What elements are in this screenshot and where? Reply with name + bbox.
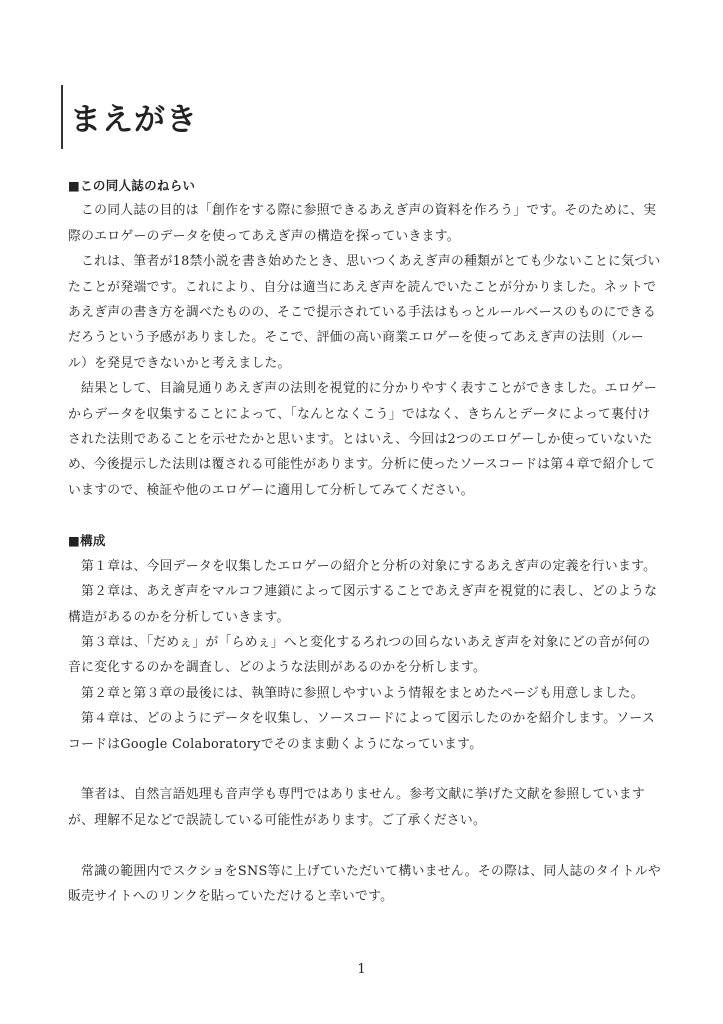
- page-number: 1: [357, 962, 366, 977]
- paragraph-line: 結果として、目論見通りあえぎ声の法則を視覚的に分かりやすく表すことができました。エロゲー: [81, 381, 658, 397]
- note-line: 常識の範囲内でスクショをSNS等に上げていただいて構いません。その際は、同人誌のタイトルや: [81, 863, 661, 879]
- paragraph-line: め、今後提示した法則は覆される可能性があります。分析に使ったソースコードは第４章で紹介して: [68, 457, 656, 473]
- paragraph-line: 第３章は、「だめぇ」が「らめぇ」へと変化するろれつの回らないあえぎ声を対象にどの音が何の: [81, 635, 651, 651]
- paragraph-line: いますので、検証や他のエロゲーに適用して分析してみてください。: [68, 482, 474, 498]
- paragraph-line: 第１章は、今回データを収集したエロゲーの紹介と分析の対象にするあえぎ声の定義を行います。: [81, 558, 657, 574]
- page-body: [68, 173, 668, 909]
- paragraph-line: からデータを収集することによって、「なんとなくこう」ではなく、きちんとデータによって裏付け: [68, 406, 651, 422]
- paragraph-line: 構造があるのかを分析していきます。: [68, 609, 290, 625]
- paragraph-line: たことが発端です。これにより、自分は適当にあえぎ声を読んでいたことが分かりました。ネットで: [68, 279, 657, 295]
- title-accent-bar: [61, 85, 63, 149]
- page-title: まえがき: [70, 102, 198, 138]
- blank-line: [68, 757, 668, 782]
- paragraph-line: だろうという予感がありました。そこで、評価の高い商業エロゲーを使ってあえぎ声の法則（ルー: [68, 330, 645, 346]
- section-heading-structure: ■構成: [68, 533, 106, 549]
- paragraph-line: された法則であることを示せたかと思います。とはいえ、今回は2つのエロゲーしか使っていないた: [68, 431, 653, 447]
- note-line: 販売サイトへのリンクを貼っていただけると幸いです。: [68, 888, 394, 904]
- paragraph-line: これは、筆者が18禁小説を書き始めたとき、思いつくあえぎ声の種類がとても少ないことに気づい: [81, 254, 661, 270]
- paragraph-line: ル）を発見できないかと考えました。: [68, 355, 291, 371]
- note-line: 筆者は、自然言語処理も音声学も専門ではありません。参考文献に挙げた文献を参照しています: [81, 787, 645, 803]
- section-heading-aim: ■この同人誌のねらい: [68, 178, 196, 193]
- paragraph-line: 音に変化するのかを調査し、どのような法則があるのかを分析します。: [68, 660, 487, 676]
- blank-line: [68, 503, 668, 528]
- paragraph-line: 第４章は、どのようにデータを収集し、ソースコードによって図示したのかを紹介します。ソース: [81, 711, 655, 727]
- note-line: が、理解不足などで誤読している可能性があります。ご了承ください。: [68, 812, 487, 828]
- paragraph-line: この同人誌の目的は「創作をする際に参照できるあえぎ声の資料を作ろう」です。そのために、実: [81, 203, 657, 219]
- paragraph-line: コードはGoogle Colaboratoryでそのまま動くようになっています。: [68, 736, 483, 752]
- paragraph-line: あえぎ声の書き方を調べたものの、そこで提示されている手法はもっとルールベースのものにできる: [68, 304, 656, 320]
- paragraph-line: 第２章と第３章の最後には、執筆時に参照しやすいよう情報をまとめたページも用意しました。: [81, 685, 644, 701]
- blank-line: [68, 833, 668, 858]
- paragraph-line: 第２章は、あえぎ声をマルコフ連鎖によって図示することであえぎ声を視覚的に表し、どのような: [81, 584, 658, 600]
- paragraph-line: 際のエロゲーのデータを使ってあえぎ声の構造を探っていきます。: [68, 228, 460, 244]
